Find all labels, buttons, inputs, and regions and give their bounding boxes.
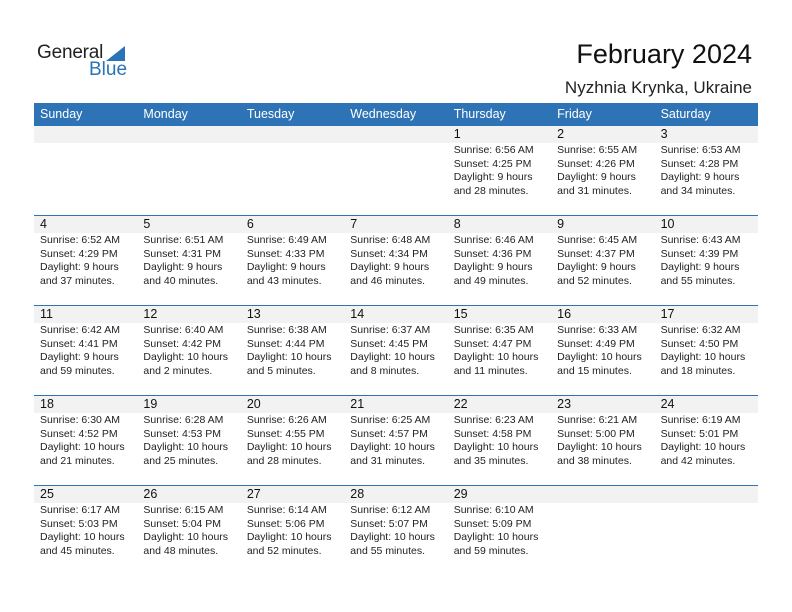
daylight-text: Daylight: 9 hours <box>350 261 430 273</box>
minutes-text: and 5 minutes. <box>246 364 316 377</box>
location-subtitle: Nyzhnia Krynka, Ukraine <box>564 78 752 97</box>
sunset-text: Sunset: 4:55 PM <box>246 427 325 440</box>
daylight-text: Daylight: 10 hours <box>350 531 435 543</box>
day-number: 29 <box>453 487 468 501</box>
sunrise-text: Sunrise: 6:38 AM <box>246 324 327 336</box>
sunset-text: Sunset: 4:28 PM <box>660 157 739 170</box>
day-details-strip <box>34 413 758 485</box>
weekday-header: Tuesday <box>246 107 295 121</box>
sunrise-text: Sunrise: 6:53 AM <box>660 144 741 156</box>
sunset-text: Sunset: 4:39 PM <box>660 247 739 260</box>
sunset-text: Sunset: 4:44 PM <box>246 337 325 350</box>
day-details-strip <box>34 233 758 305</box>
daylight-text: Daylight: 9 hours <box>660 261 740 273</box>
sunrise-text: Sunrise: 6:26 AM <box>246 414 327 426</box>
day-number-strip <box>34 126 758 143</box>
sunset-text: Sunset: 4:26 PM <box>557 157 635 170</box>
calendar-grid <box>34 103 758 575</box>
day-number <box>34 126 137 143</box>
day-number <box>551 486 654 503</box>
day-cell <box>655 323 758 395</box>
day-number: 9 <box>557 217 565 231</box>
day-cell <box>34 503 137 575</box>
daylight-text: Daylight: 9 hours <box>40 351 119 363</box>
day-details-strip <box>34 323 758 395</box>
day-number-strip <box>34 486 758 503</box>
day-number: 12 <box>143 307 158 321</box>
sunrise-text: Sunrise: 6:21 AM <box>557 414 638 426</box>
day-cell <box>34 233 137 305</box>
day-details-strip <box>34 503 758 575</box>
day-number: 8 <box>453 217 461 231</box>
day-number: 11 <box>40 307 53 321</box>
day-cell <box>448 413 551 485</box>
sunrise-text: Sunrise: 6:48 AM <box>350 234 431 246</box>
sunset-text: Sunset: 4:42 PM <box>143 337 222 350</box>
day-number <box>344 126 447 143</box>
minutes-text: and 8 minutes. <box>350 364 420 377</box>
day-cell <box>655 143 758 215</box>
minutes-text: and 28 minutes. <box>453 184 529 197</box>
minutes-text: and 45 minutes. <box>40 544 115 557</box>
day-cell <box>448 143 551 215</box>
day-number: 19 <box>143 397 158 411</box>
day-number: 25 <box>40 487 54 501</box>
day-number: 20 <box>246 397 261 411</box>
weekday-header: Saturday <box>660 107 711 121</box>
day-cell <box>344 323 447 395</box>
daylight-text: Daylight: 10 hours <box>246 531 332 543</box>
daylight-text: Daylight: 9 hours <box>143 261 223 273</box>
minutes-text: and 49 minutes. <box>453 274 529 287</box>
daylight-text: Daylight: 10 hours <box>660 351 746 363</box>
weekday-header: Thursday <box>453 107 506 121</box>
minutes-text: and 55 minutes. <box>660 274 736 287</box>
day-number: 27 <box>246 487 261 501</box>
weekday-header: Sunday <box>40 107 83 121</box>
daylight-text: Daylight: 9 hours <box>40 261 119 273</box>
day-cell <box>34 323 137 395</box>
day-cell <box>551 233 654 305</box>
sunrise-text: Sunrise: 6:32 AM <box>660 324 741 336</box>
sunset-text: Sunset: 4:37 PM <box>557 247 635 260</box>
day-number-strip <box>34 396 758 413</box>
day-cell <box>241 233 344 305</box>
day-cell <box>655 503 758 575</box>
minutes-text: and 52 minutes. <box>246 544 322 557</box>
sunset-text: Sunset: 4:45 PM <box>350 337 428 350</box>
minutes-text: and 34 minutes. <box>660 184 736 197</box>
day-cell <box>344 143 447 215</box>
sunrise-text: Sunrise: 6:55 AM <box>557 144 638 156</box>
daylight-text: Daylight: 10 hours <box>143 531 229 543</box>
day-number: 5 <box>143 217 151 231</box>
day-number: 7 <box>350 217 358 231</box>
sunrise-text: Sunrise: 6:42 AM <box>40 324 120 336</box>
day-number: 1 <box>453 127 461 141</box>
day-number: 2 <box>557 127 565 141</box>
daylight-text: Daylight: 9 hours <box>557 261 636 273</box>
day-cell <box>344 413 447 485</box>
sunset-text: Sunset: 4:57 PM <box>350 427 428 440</box>
page-title: February 2024 <box>576 39 752 69</box>
day-cell <box>137 323 240 395</box>
day-cell <box>655 233 758 305</box>
day-cell <box>344 503 447 575</box>
sunrise-text: Sunrise: 6:12 AM <box>350 504 431 516</box>
day-number <box>655 486 758 503</box>
daylight-text: Daylight: 10 hours <box>246 351 332 363</box>
sunset-text: Sunset: 5:01 PM <box>660 427 739 440</box>
weekday-header-row <box>34 103 758 126</box>
daylight-text: Daylight: 9 hours <box>246 261 326 273</box>
day-cell <box>241 503 344 575</box>
sunrise-text: Sunrise: 6:35 AM <box>453 324 534 336</box>
sunset-text: Sunset: 4:34 PM <box>350 247 428 260</box>
daylight-text: Daylight: 10 hours <box>453 531 539 543</box>
minutes-text: and 59 minutes. <box>40 364 115 377</box>
sunset-text: Sunset: 5:03 PM <box>40 517 118 530</box>
daylight-text: Daylight: 9 hours <box>453 171 533 183</box>
logo <box>37 42 137 82</box>
day-cell <box>448 323 551 395</box>
sunrise-text: Sunrise: 6:17 AM <box>40 504 120 516</box>
minutes-text: and 2 minutes. <box>143 364 213 377</box>
day-cell <box>137 143 240 215</box>
day-cell <box>137 233 240 305</box>
daylight-text: Daylight: 10 hours <box>557 351 642 363</box>
day-cell <box>551 503 654 575</box>
minutes-text: and 25 minutes. <box>143 454 219 467</box>
minutes-text: and 15 minutes. <box>557 364 632 377</box>
sunrise-text: Sunrise: 6:30 AM <box>40 414 120 426</box>
week-row <box>34 305 758 395</box>
minutes-text: and 38 minutes. <box>557 454 632 467</box>
sunset-text: Sunset: 4:47 PM <box>453 337 532 350</box>
week-row <box>34 485 758 575</box>
daylight-text: Daylight: 10 hours <box>246 441 332 453</box>
sunset-text: Sunset: 5:09 PM <box>453 517 532 530</box>
day-cell <box>448 233 551 305</box>
daylight-text: Daylight: 10 hours <box>143 351 229 363</box>
minutes-text: and 46 minutes. <box>350 274 425 287</box>
sunrise-text: Sunrise: 6:46 AM <box>453 234 534 246</box>
sunrise-text: Sunrise: 6:51 AM <box>143 234 224 246</box>
daylight-text: Daylight: 9 hours <box>660 171 740 183</box>
sunrise-text: Sunrise: 6:19 AM <box>660 414 741 426</box>
sunrise-text: Sunrise: 6:52 AM <box>40 234 120 246</box>
day-number: 10 <box>660 217 675 231</box>
day-details-strip <box>34 143 758 215</box>
day-cell <box>241 143 344 215</box>
day-number: 24 <box>660 397 675 411</box>
sunset-text: Sunset: 4:36 PM <box>453 247 532 260</box>
sunrise-text: Sunrise: 6:33 AM <box>557 324 638 336</box>
day-cell <box>551 143 654 215</box>
day-number: 4 <box>40 217 47 231</box>
daylight-text: Daylight: 10 hours <box>350 351 435 363</box>
daylight-text: Daylight: 10 hours <box>40 531 125 543</box>
weekday-header: Friday <box>557 107 592 121</box>
sunrise-text: Sunrise: 6:15 AM <box>143 504 224 516</box>
daylight-text: Daylight: 10 hours <box>350 441 435 453</box>
daylight-text: Daylight: 10 hours <box>40 441 125 453</box>
minutes-text: and 59 minutes. <box>453 544 529 557</box>
daylight-text: Daylight: 9 hours <box>557 171 636 183</box>
sunset-text: Sunset: 4:53 PM <box>143 427 222 440</box>
day-cell <box>344 233 447 305</box>
week-row <box>34 215 758 305</box>
day-cell <box>137 413 240 485</box>
day-number: 17 <box>660 307 675 321</box>
minutes-text: and 31 minutes. <box>557 184 632 197</box>
day-cell <box>241 413 344 485</box>
logo-word-general: General <box>37 42 104 63</box>
sunset-text: Sunset: 5:06 PM <box>246 517 325 530</box>
sunset-text: Sunset: 5:00 PM <box>557 427 635 440</box>
sunrise-text: Sunrise: 6:49 AM <box>246 234 327 246</box>
sunset-text: Sunset: 4:25 PM <box>453 157 532 170</box>
sunset-text: Sunset: 4:41 PM <box>40 337 118 350</box>
sunrise-text: Sunrise: 6:23 AM <box>453 414 534 426</box>
week-row <box>34 395 758 485</box>
daylight-text: Daylight: 10 hours <box>660 441 746 453</box>
sunset-text: Sunset: 5:04 PM <box>143 517 222 530</box>
day-number: 14 <box>350 307 365 321</box>
day-cell <box>137 503 240 575</box>
sunset-text: Sunset: 4:31 PM <box>143 247 222 260</box>
day-number: 6 <box>246 217 254 231</box>
day-number <box>137 126 240 143</box>
minutes-text: and 42 minutes. <box>660 454 736 467</box>
daylight-text: Daylight: 10 hours <box>453 441 539 453</box>
sunset-text: Sunset: 5:07 PM <box>350 517 428 530</box>
minutes-text: and 31 minutes. <box>350 454 425 467</box>
sunrise-text: Sunrise: 6:25 AM <box>350 414 431 426</box>
day-number: 26 <box>143 487 158 501</box>
minutes-text: and 35 minutes. <box>453 454 529 467</box>
minutes-text: and 55 minutes. <box>350 544 425 557</box>
week-row <box>34 126 758 215</box>
daylight-text: Daylight: 10 hours <box>453 351 539 363</box>
sunrise-text: Sunrise: 6:10 AM <box>453 504 534 516</box>
sunset-text: Sunset: 4:33 PM <box>246 247 325 260</box>
day-cell <box>448 503 551 575</box>
sunset-text: Sunset: 4:29 PM <box>40 247 118 260</box>
day-number: 21 <box>350 397 365 411</box>
weekday-header: Wednesday <box>350 107 417 121</box>
daylight-text: Daylight: 10 hours <box>143 441 229 453</box>
logo-word-blue: Blue <box>89 59 128 80</box>
day-number: 28 <box>350 487 365 501</box>
minutes-text: and 21 minutes. <box>40 454 115 467</box>
day-cell <box>655 413 758 485</box>
sunset-text: Sunset: 4:50 PM <box>660 337 739 350</box>
sunrise-text: Sunrise: 6:37 AM <box>350 324 431 336</box>
day-number <box>241 126 344 143</box>
sunrise-text: Sunrise: 6:28 AM <box>143 414 224 426</box>
day-number: 3 <box>660 127 668 141</box>
daylight-text: Daylight: 10 hours <box>557 441 642 453</box>
sunset-text: Sunset: 4:49 PM <box>557 337 635 350</box>
daylight-text: Daylight: 9 hours <box>453 261 533 273</box>
sunrise-text: Sunrise: 6:43 AM <box>660 234 741 246</box>
day-cell <box>34 143 137 215</box>
day-number: 23 <box>557 397 572 411</box>
day-cell <box>551 413 654 485</box>
minutes-text: and 43 minutes. <box>246 274 322 287</box>
day-number: 13 <box>246 307 261 321</box>
minutes-text: and 37 minutes. <box>40 274 115 287</box>
sunset-text: Sunset: 4:58 PM <box>453 427 532 440</box>
sunrise-text: Sunrise: 6:45 AM <box>557 234 638 246</box>
sunrise-text: Sunrise: 6:40 AM <box>143 324 224 336</box>
minutes-text: and 40 minutes. <box>143 274 219 287</box>
day-number: 18 <box>40 397 54 411</box>
weekday-header: Monday <box>143 107 188 121</box>
sunrise-text: Sunrise: 6:56 AM <box>453 144 534 156</box>
day-number-strip <box>34 306 758 323</box>
minutes-text: and 52 minutes. <box>557 274 632 287</box>
minutes-text: and 28 minutes. <box>246 454 322 467</box>
minutes-text: and 48 minutes. <box>143 544 219 557</box>
day-number: 16 <box>557 307 572 321</box>
day-cell <box>34 413 137 485</box>
sunset-text: Sunset: 4:52 PM <box>40 427 118 440</box>
sunrise-text: Sunrise: 6:14 AM <box>246 504 327 516</box>
day-cell <box>551 323 654 395</box>
minutes-text: and 11 minutes. <box>453 364 528 377</box>
minutes-text: and 18 minutes. <box>660 364 736 377</box>
day-number: 22 <box>453 397 468 411</box>
day-cell <box>241 323 344 395</box>
day-number-strip <box>34 216 758 233</box>
day-number: 15 <box>453 307 468 321</box>
